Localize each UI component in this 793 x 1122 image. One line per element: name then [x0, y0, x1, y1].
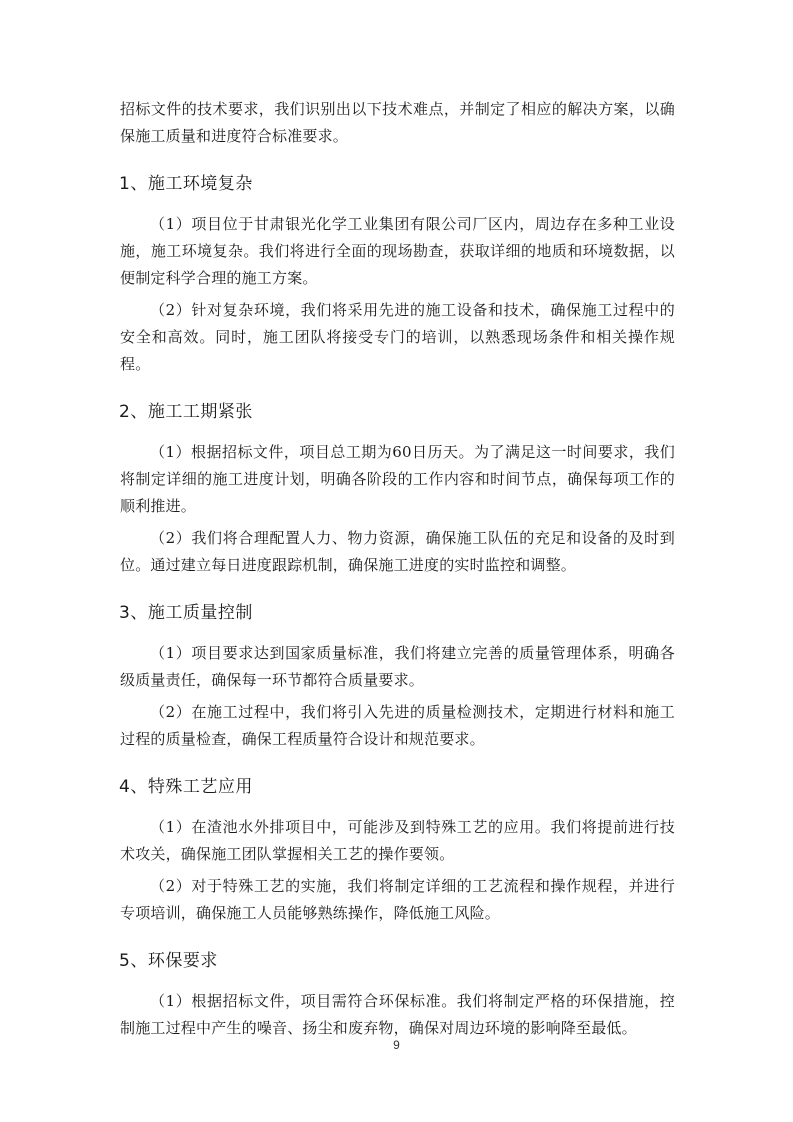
- section-heading: 2、施工工期紧张: [119, 402, 253, 422]
- section-paragraph: （1）根据招标文件，项目需符合环保标准。我们将制定严格的环保措施，控制施工过程中产生的噪音、扬尘和废弃物，确保对周边环境的影响降至最低。: [120, 992, 675, 1037]
- section-paragraph: （2）在施工过程中，我们将引入先进的质量检测技术，定期进行材料和施工过程的质量检查，确保工程质量符合设计和规范要求。: [120, 703, 675, 748]
- section-heading: 4、特殊工艺应用: [119, 777, 253, 797]
- section-paragraph: （2）对于特殊工艺的实施，我们将制定详细的工艺流程和操作规程，并进行专项培训，确保施工人员能够熟练操作，降低施工风险。: [120, 877, 675, 922]
- section-paragraph: （2）我们将合理配置人力、物力资源，确保施工队伍的充足和设备的及时到位。通过建立每日进度跟踪机制，确保施工进度的实时监控和调整。: [120, 529, 675, 574]
- page-number: 9: [393, 1038, 400, 1052]
- section-heading: 3、施工质量控制: [119, 603, 253, 623]
- section-environmental: [120, 949, 675, 1042]
- section-paragraph: （1）在渣池水外排项目中，可能涉及到特殊工艺的应用。我们将提前进行技术攻关，确保施工团队掌握相关工艺的操作要领。: [120, 818, 675, 863]
- section-paragraph: （1）项目要求达到国家质量标准，我们将建立完善的质量管理体系，明确各级质量责任，确保每一环节都符合质量要求。: [120, 644, 675, 689]
- section-paragraph: （1）项目位于甘肃银光化学工业集团有限公司厂区内，周边存在多种工业设施，施工环境复杂。我们将进行全面的现场勘查，获取详细的地质和环境数据，以便制定科学合理的施工方案。: [120, 215, 675, 287]
- section-paragraph: （2）针对复杂环境，我们将采用先进的施工设备和技术，确保施工过程中的安全和高效。同时，施工团队将接受专门的培训，以熟悉现场条件和相关操作规程。: [120, 301, 675, 373]
- section-paragraph: （1）根据招标文件，项目总工期为60日历天。为了满足这一时间要求，我们将制定详细的施工进度计划，明确各阶段的工作内容和时间节点，确保每项工作的顺利推进。: [120, 443, 675, 515]
- section-special-process: [120, 775, 675, 927]
- section-quality-control: [120, 601, 675, 753]
- section-heading: 1、施工环境复杂: [119, 174, 253, 194]
- section-heading: 5、环保要求: [119, 951, 218, 971]
- page-content: [120, 96, 675, 1047]
- section-construction-environment: [120, 172, 675, 378]
- section-schedule: [120, 400, 675, 579]
- intro-paragraph: 招标文件的技术要求，我们识别出以下技术难点，并制定了相应的解决方案，以确保施工质量和进度符合标准要求。: [120, 100, 675, 145]
